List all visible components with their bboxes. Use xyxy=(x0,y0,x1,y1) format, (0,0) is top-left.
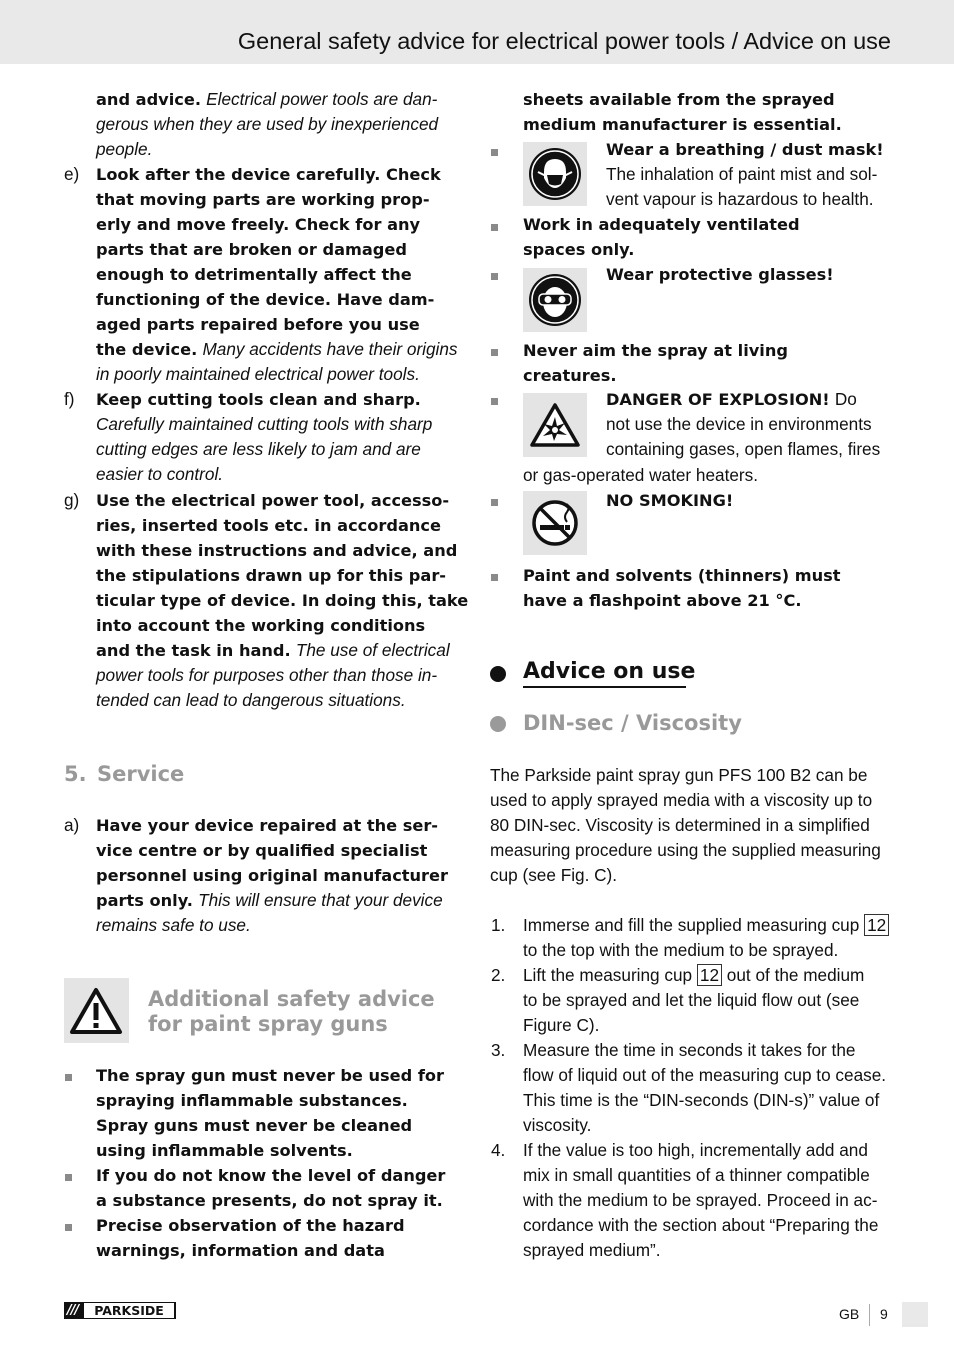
warning-triangle-icon xyxy=(64,978,129,1043)
step-3-line-2: flow of liquid out of the measuring cup to cease. xyxy=(523,1065,887,1085)
service-a-bold-4: parts only. xyxy=(96,891,193,910)
step-4-line-4: cordance with the section about “Preparing the xyxy=(523,1215,879,1235)
step-4-line-1: If the value is too high, incrementally add and xyxy=(523,1140,868,1160)
din-heading: DIN-sec / Viscosity xyxy=(523,711,742,735)
item-g-bold-4: the stipulations drawn up for this par- xyxy=(96,566,447,585)
step-1-number: 1. xyxy=(491,915,506,935)
aim-line-1: Never aim the spray at living xyxy=(523,341,788,360)
step-4-line-2: mix in small quantities of a thinner compatible xyxy=(523,1165,870,1185)
spray-b1-l3: Spray guns must never be cleaned xyxy=(96,1116,413,1135)
service-a-bold-2: vice centre or by qualified specialist xyxy=(96,841,428,860)
mask-bold: Wear a breathing / dust mask! xyxy=(606,140,884,159)
smoking-text: NO SMOKING! xyxy=(606,491,734,510)
din-body-4: measuring procedure using the supplied measuring xyxy=(490,840,881,860)
spray-b3-l1: Precise observation of the hazard xyxy=(96,1216,405,1235)
part-ref-12: 12 xyxy=(697,964,722,986)
right-cont-2: medium manufacturer is essential. xyxy=(523,115,842,134)
aim-line-2: creatures. xyxy=(523,366,617,385)
explosion-text xyxy=(606,387,906,462)
item-e-text xyxy=(96,162,476,387)
item-f-italic-1: Carefully maintained cutting tools with sharp xyxy=(96,414,433,434)
step-3-number: 3. xyxy=(491,1040,506,1060)
step-4-line-5: sprayed medium”. xyxy=(523,1240,661,1260)
step-3-line-4: viscosity. xyxy=(523,1115,592,1135)
safety-glasses-icon xyxy=(523,268,587,332)
explosion-bold: DANGER OF EXPLOSION! xyxy=(606,390,830,409)
item-g-italic-2: tended can lead to dangerous situations. xyxy=(96,690,406,710)
aim-text xyxy=(523,338,903,388)
item-g-bold-1: Use the electrical power tool, accesso- xyxy=(96,491,450,510)
item-f-text xyxy=(96,387,476,487)
item-f-bold: Keep cutting tools clean and sharp. xyxy=(96,390,421,409)
din-body-1: The Parkside paint spray gun PFS 100 B2 can be xyxy=(490,765,868,785)
step-1-text xyxy=(523,913,908,963)
mask-line-1: The inhalation of paint mist and sol- xyxy=(606,164,878,184)
flash-text xyxy=(523,563,903,613)
ventilated-text xyxy=(523,212,903,262)
brand-text: PARKSIDE xyxy=(94,1303,164,1318)
footer-divider xyxy=(869,1304,870,1326)
service-a-bold-1: Have your device repaired at the ser- xyxy=(96,816,439,835)
step-4-line-3: with the medium to be sprayed. Proceed in ac- xyxy=(523,1190,878,1210)
item-e-bold-4: parts that are broken or damaged xyxy=(96,240,407,259)
spray-heading-line-2: for paint spray guns xyxy=(148,1012,388,1036)
item-g-italic-1: power tools for purposes other than those in- xyxy=(96,665,438,685)
din-body-5: cup (see Fig. C). xyxy=(490,865,618,885)
item-e-bold-2: that moving parts are working prop- xyxy=(96,190,430,209)
heading-bullet xyxy=(490,666,506,682)
bullet-square xyxy=(491,349,498,356)
item-e-bold-7: aged parts repaired before you use xyxy=(96,315,420,334)
intro-italic-2: gerous when they are used by inexperienced xyxy=(96,114,439,134)
item-e-label: e) xyxy=(64,164,80,184)
part-ref-12: 12 xyxy=(864,914,889,936)
bullet-square xyxy=(491,398,498,405)
item-e-bold-8: the device. xyxy=(96,340,198,359)
service-item-a-text xyxy=(96,813,476,938)
bullet-square xyxy=(65,1174,72,1181)
right-continuation xyxy=(523,87,903,137)
step-1-line-2: to the top with the medium to be sprayed. xyxy=(523,940,839,960)
intro-italic-1: Electrical power tools are dan- xyxy=(206,89,438,109)
no-smoking-icon xyxy=(523,491,587,555)
step-3-line-3: This time is the “DIN-seconds (DIN-s)” value of xyxy=(523,1090,880,1110)
step-2-line-3: Figure C). xyxy=(523,1015,600,1035)
item-f-label: f) xyxy=(64,389,75,409)
glasses-text: Wear protective glasses! xyxy=(606,265,834,284)
service-a-italic-1: remains safe to use. xyxy=(96,915,251,935)
bullet-square xyxy=(491,273,498,280)
advice-heading-text: Advice on use xyxy=(523,659,696,684)
step-2-line-2: to be sprayed and let the liquid flow out (see xyxy=(523,990,860,1010)
right-cont-1: sheets available from the sprayed xyxy=(523,90,835,109)
advice-underline xyxy=(523,686,686,688)
mask-line-2: vent vapour is hazardous to health. xyxy=(606,189,874,209)
breathing-mask-icon xyxy=(523,142,587,206)
intro-italic-3: people. xyxy=(96,139,153,159)
spray-bullet-1 xyxy=(96,1063,476,1163)
item-f-italic-2: cutting edges are less likely to jam and are xyxy=(96,439,421,459)
service-item-a-label: a) xyxy=(64,815,80,835)
explosion-hazard-icon xyxy=(523,393,587,457)
step-2-line-1a: Lift the measuring cup xyxy=(523,965,693,985)
step-2-number: 2. xyxy=(491,965,506,985)
language-code: GB xyxy=(839,1306,860,1322)
step-2-line-1b: out of the medium xyxy=(726,965,865,985)
flash-line-2: have a flashpoint above 21 °C. xyxy=(523,591,802,610)
spray-b2-l1: If you do not know the level of danger xyxy=(96,1166,446,1185)
item-f-italic-3: easier to control. xyxy=(96,464,224,484)
bullet-square xyxy=(491,574,498,581)
mask-text xyxy=(606,137,906,212)
bullet-square xyxy=(491,224,498,231)
din-body-2: used to apply sprayed media with a viscosity up to xyxy=(490,790,873,810)
step-1-line-1: Immerse and fill the supplied measuring cup xyxy=(523,915,860,935)
explosion-tail: or gas-operated water heaters. xyxy=(523,465,759,485)
item-g-bold-7: and the task in hand. xyxy=(96,641,291,660)
subheading-bullet xyxy=(490,716,506,732)
spray-heading-line-1: Additional safety advice xyxy=(148,987,435,1011)
service-number: 5. xyxy=(64,762,87,786)
service-a-italic-inline: This will ensure that your device xyxy=(198,890,443,910)
item-g-bold-3: with these instructions and advice, and xyxy=(96,541,458,560)
service-a-bold-3: personnel using original manufacturer xyxy=(96,866,448,885)
page-header xyxy=(0,0,954,64)
step-4-number: 4. xyxy=(491,1140,506,1160)
intro-bold: and advice. xyxy=(96,90,202,109)
item-e-bold-3: erly and move freely. Check for any xyxy=(96,215,421,234)
bullet-square xyxy=(65,1224,72,1231)
explosion-inline: Do xyxy=(834,389,857,409)
din-body-3: 80 DIN-sec. Viscosity is determined in a simplified xyxy=(490,815,870,835)
page-tab xyxy=(902,1302,928,1327)
item-g-bold-2: ries, inserted tools etc. in accordance xyxy=(96,516,441,535)
spray-section-heading xyxy=(148,987,468,1037)
item-e-bold-5: enough to detrimentally affect the xyxy=(96,265,412,284)
spray-b3-l2: warnings, information and data xyxy=(96,1241,385,1260)
bullet-square xyxy=(491,499,498,506)
item-g-label: g) xyxy=(64,490,80,510)
bullet-square xyxy=(491,149,498,156)
step-3-line-1: Measure the time in seconds it takes for the xyxy=(523,1040,856,1060)
header-title: General safety advice for electrical power tools / Advice on use xyxy=(237,28,891,54)
explosion-line-1: not use the device in environments xyxy=(606,414,872,434)
ventilated-line-2: spaces only. xyxy=(523,240,635,259)
step-4-text xyxy=(523,1138,908,1263)
item-g-bold-5: ticular type of device. In doing this, take xyxy=(96,591,469,610)
item-e-bold-6: functioning of the device. Have dam- xyxy=(96,290,435,309)
bullet-square xyxy=(65,1074,72,1081)
page-number: 9 xyxy=(880,1306,888,1322)
item-e-italic-inline: Many accidents have their origins xyxy=(202,339,458,359)
spray-bullet-2 xyxy=(96,1163,476,1213)
item-g-text xyxy=(96,488,476,713)
item-g-italic-inline: The use of electrical xyxy=(295,640,450,660)
explosion-line-2: containing gases, open flames, fires xyxy=(606,439,881,459)
spray-b1-l2: spraying inflammable substances. xyxy=(96,1091,408,1110)
item-e-italic-1: in poorly maintained electrical power tools. xyxy=(96,364,420,384)
item-e-bold-1: Look after the device carefully. Check xyxy=(96,165,441,184)
item-g-bold-6: into account the working conditions xyxy=(96,616,426,635)
din-body xyxy=(490,763,910,888)
advice-heading xyxy=(523,659,695,684)
parkside-logo: /// PARKSIDE xyxy=(64,1302,176,1319)
step-2-text xyxy=(523,963,908,1038)
spray-b1-l1: The spray gun must never be used for xyxy=(96,1066,445,1085)
service-heading: Service xyxy=(97,762,185,786)
step-3-text xyxy=(523,1038,908,1138)
spray-b1-l4: using inflammable solvents. xyxy=(96,1141,353,1160)
spray-bullet-3 xyxy=(96,1213,476,1263)
ventilated-line-1: Work in adequately ventilated xyxy=(523,215,800,234)
flash-line-1: Paint and solvents (thinners) must xyxy=(523,566,841,585)
spray-b2-l2: a substance presents, do not spray it. xyxy=(96,1191,443,1210)
intro-paragraph xyxy=(96,87,476,162)
